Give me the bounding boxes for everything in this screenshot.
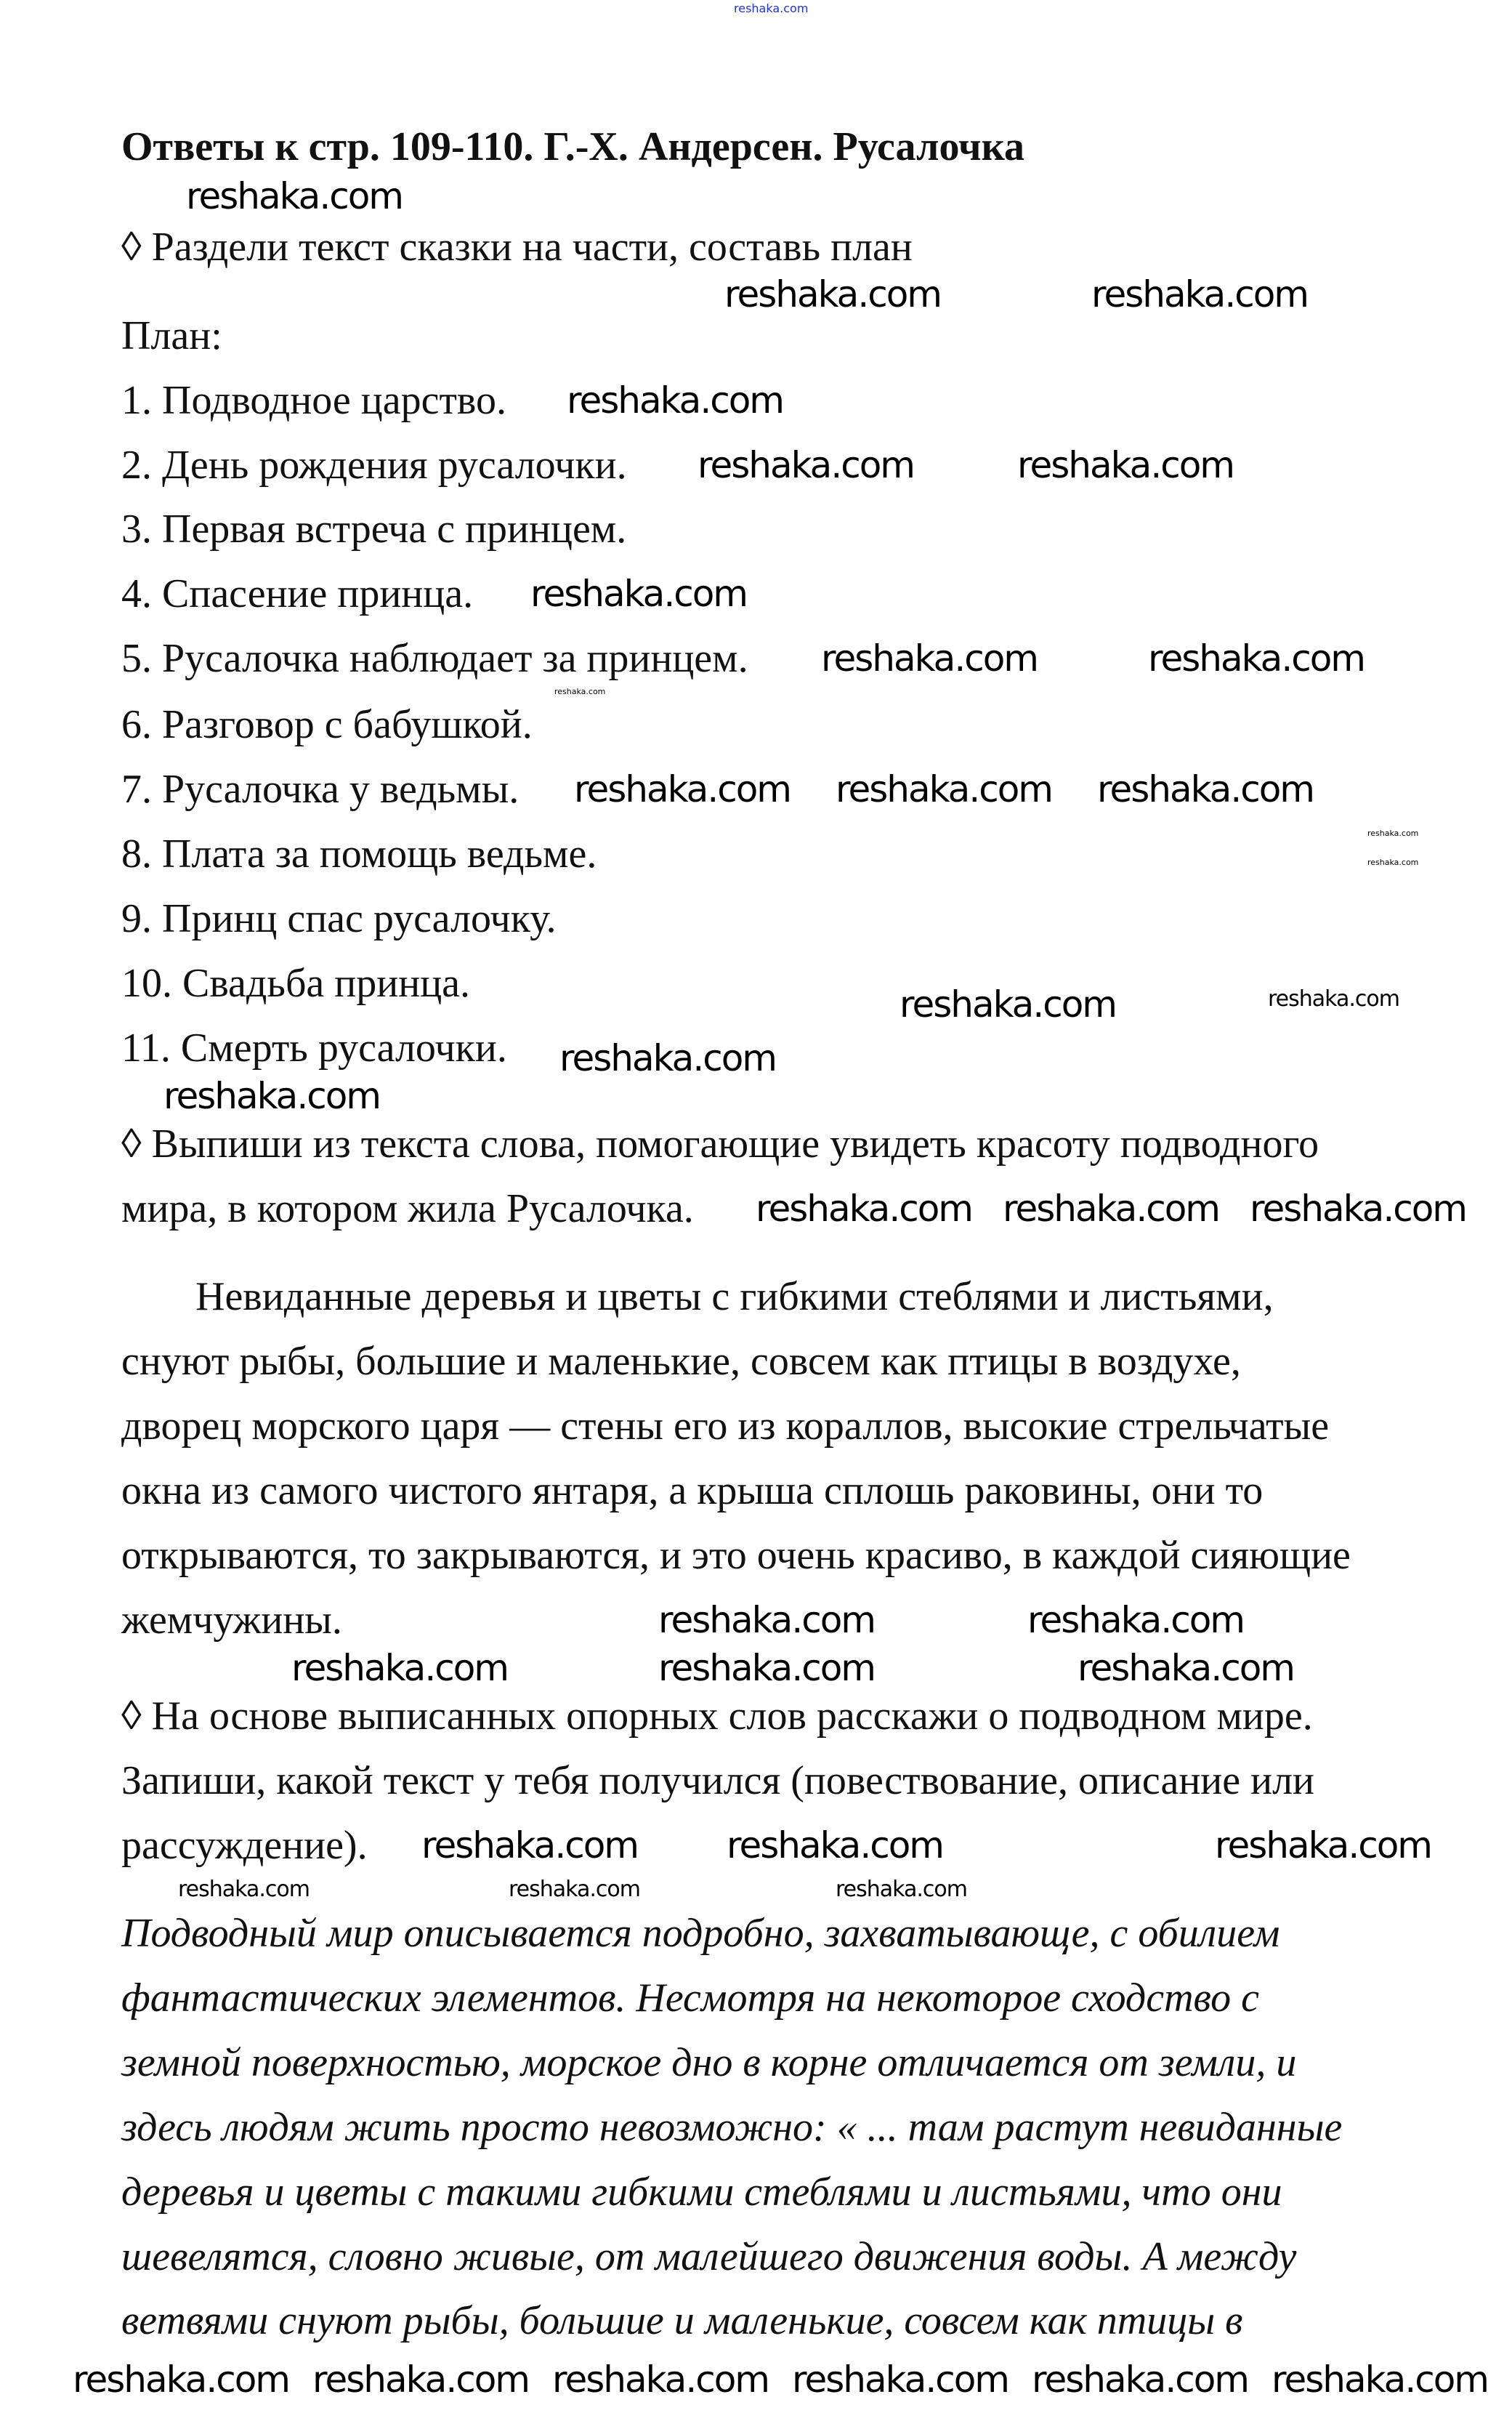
watermark: reshaka.com xyxy=(186,175,403,217)
task2-prompt: мира, в котором жила Русалочка. xyxy=(121,1186,694,1231)
watermark: reshaka.com xyxy=(821,637,1038,680)
plan-item: 1. Подводное царство. xyxy=(121,378,506,423)
task3-answer-line: фантастических элементов. Несмотря на некоторое сходство с xyxy=(121,1975,1259,2021)
watermark: reshaka.com xyxy=(163,1075,380,1117)
plan-item: 7. Русалочка у ведьмы. xyxy=(121,767,520,812)
watermark: reshaka.com xyxy=(899,983,1116,1026)
task3-answer-line: ветвями снуют рыбы, большие и маленькие, совсем как птицы в xyxy=(121,2298,1243,2343)
watermark: reshaka.com xyxy=(658,1647,875,1689)
plan-item: 3. Первая встреча с принцем. xyxy=(121,507,627,552)
task2-answer-line: открываются, то закрываются, и это очень красиво, в каждой сияющие xyxy=(121,1533,1351,1578)
task3-answer-line: шевелятся, словно живые, от малейшего движения воды. А между xyxy=(121,2234,1297,2279)
plan-item: 11. Смерть русалочки. xyxy=(121,1026,507,1071)
task3-prompt: ◊ На основе выписанных опорных слов расскажи о подводном мире. xyxy=(121,1693,1313,1739)
task2-answer-line: жемчужины. xyxy=(121,1598,342,1643)
watermark: reshaka.com xyxy=(73,2358,289,2401)
watermark: reshaka.com xyxy=(1268,986,1399,1012)
watermark: reshaka.com xyxy=(552,2358,769,2401)
task1-prompt: ◊ Раздели текст сказки на части, составь план xyxy=(121,225,913,270)
watermark: reshaka.com xyxy=(1367,829,1419,838)
task2-answer-line: Невиданные деревья и цветы с гибкими стеблями и листьями, xyxy=(195,1274,1274,1319)
watermark: reshaka.com xyxy=(509,1877,640,1902)
watermark: reshaka.com xyxy=(1148,637,1365,680)
watermark: reshaka.com xyxy=(574,768,791,810)
watermark: reshaka.com xyxy=(178,1877,310,1902)
task2-prompt: ◊ Выпиши из текста слова, помогающие увидеть красоту подводного xyxy=(121,1121,1319,1167)
plan-item: 2. День рождения русалочки. xyxy=(121,443,627,488)
watermark: reshaka.com xyxy=(567,379,783,422)
plan-item: 8. Плата за помощь ведьме. xyxy=(121,831,597,877)
task3-answer-line: земной поверхностью, морское дно в корне отличается от земли, и xyxy=(121,2040,1297,2085)
watermark: reshaka.com xyxy=(836,768,1052,810)
watermark: reshaka.com xyxy=(1078,1647,1294,1689)
watermark: reshaka.com xyxy=(530,573,747,615)
task3-prompt: Запиши, какой текст у тебя получился (повествование, описание или xyxy=(121,1758,1314,1803)
watermark: reshaka.com xyxy=(724,273,941,315)
watermark: reshaka.com xyxy=(756,1188,972,1230)
watermark: reshaka.com xyxy=(1097,768,1314,810)
task3-answer-line: здесь людям жить просто невозможно: « ... там растут невиданные xyxy=(121,2105,1343,2150)
watermark: reshaka.com xyxy=(1272,2358,1488,2401)
task2-answer-line: снуют рыбы, большие и маленькие, совсем как птицы в воздухе, xyxy=(121,1339,1241,1384)
watermark: reshaka.com xyxy=(559,1037,776,1079)
watermark: reshaka.com xyxy=(291,1647,508,1689)
page-title: Ответы к стр. 109-110. Г.-Х. Андерсен. Русалочка xyxy=(121,124,1024,169)
header-watermark: reshaka.com xyxy=(734,1,809,15)
plan-item: 5. Русалочка наблюдает за принцем. xyxy=(121,636,748,681)
task3-answer-line: Подводный мир описывается подробно, захватывающе, с обилием xyxy=(121,1911,1280,1956)
watermark: reshaka.com xyxy=(1017,444,1234,486)
watermark: reshaka.com xyxy=(1027,1599,1244,1641)
plan-item: 10. Свадьба принца. xyxy=(121,961,471,1006)
watermark: reshaka.com xyxy=(658,1599,875,1641)
watermark: reshaka.com xyxy=(727,1824,943,1866)
watermark: reshaka.com xyxy=(792,2358,1008,2401)
watermark: reshaka.com xyxy=(1003,1188,1219,1230)
watermark: reshaka.com xyxy=(554,687,606,696)
plan-item: 6. Разговор с бабушкой. xyxy=(121,702,533,747)
watermark: reshaka.com xyxy=(312,2358,529,2401)
watermark: reshaka.com xyxy=(836,1877,967,1902)
task3-prompt: рассуждение). xyxy=(121,1823,368,1868)
task2-answer-line: дворец морского царя — стены его из кораллов, высокие стрельчатые xyxy=(121,1403,1330,1449)
watermark: reshaka.com xyxy=(1367,858,1419,867)
watermark: reshaka.com xyxy=(698,444,914,486)
watermark: reshaka.com xyxy=(1091,273,1308,315)
task3-answer-line: деревья и цветы с такими гибкими стеблями и листьями, что они xyxy=(121,2170,1282,2215)
plan-item: 9. Принц спас русалочку. xyxy=(121,896,557,941)
plan-item: 4. Спасение принца. xyxy=(121,571,474,616)
task2-answer-line: окна из самого чистого янтаря, а крыша сплошь раковины, они то xyxy=(121,1468,1264,1513)
plan-label: План: xyxy=(121,313,222,358)
watermark: reshaka.com xyxy=(1215,1824,1431,1866)
watermark: reshaka.com xyxy=(1250,1188,1466,1230)
watermark: reshaka.com xyxy=(421,1824,638,1866)
watermark: reshaka.com xyxy=(1032,2358,1248,2401)
